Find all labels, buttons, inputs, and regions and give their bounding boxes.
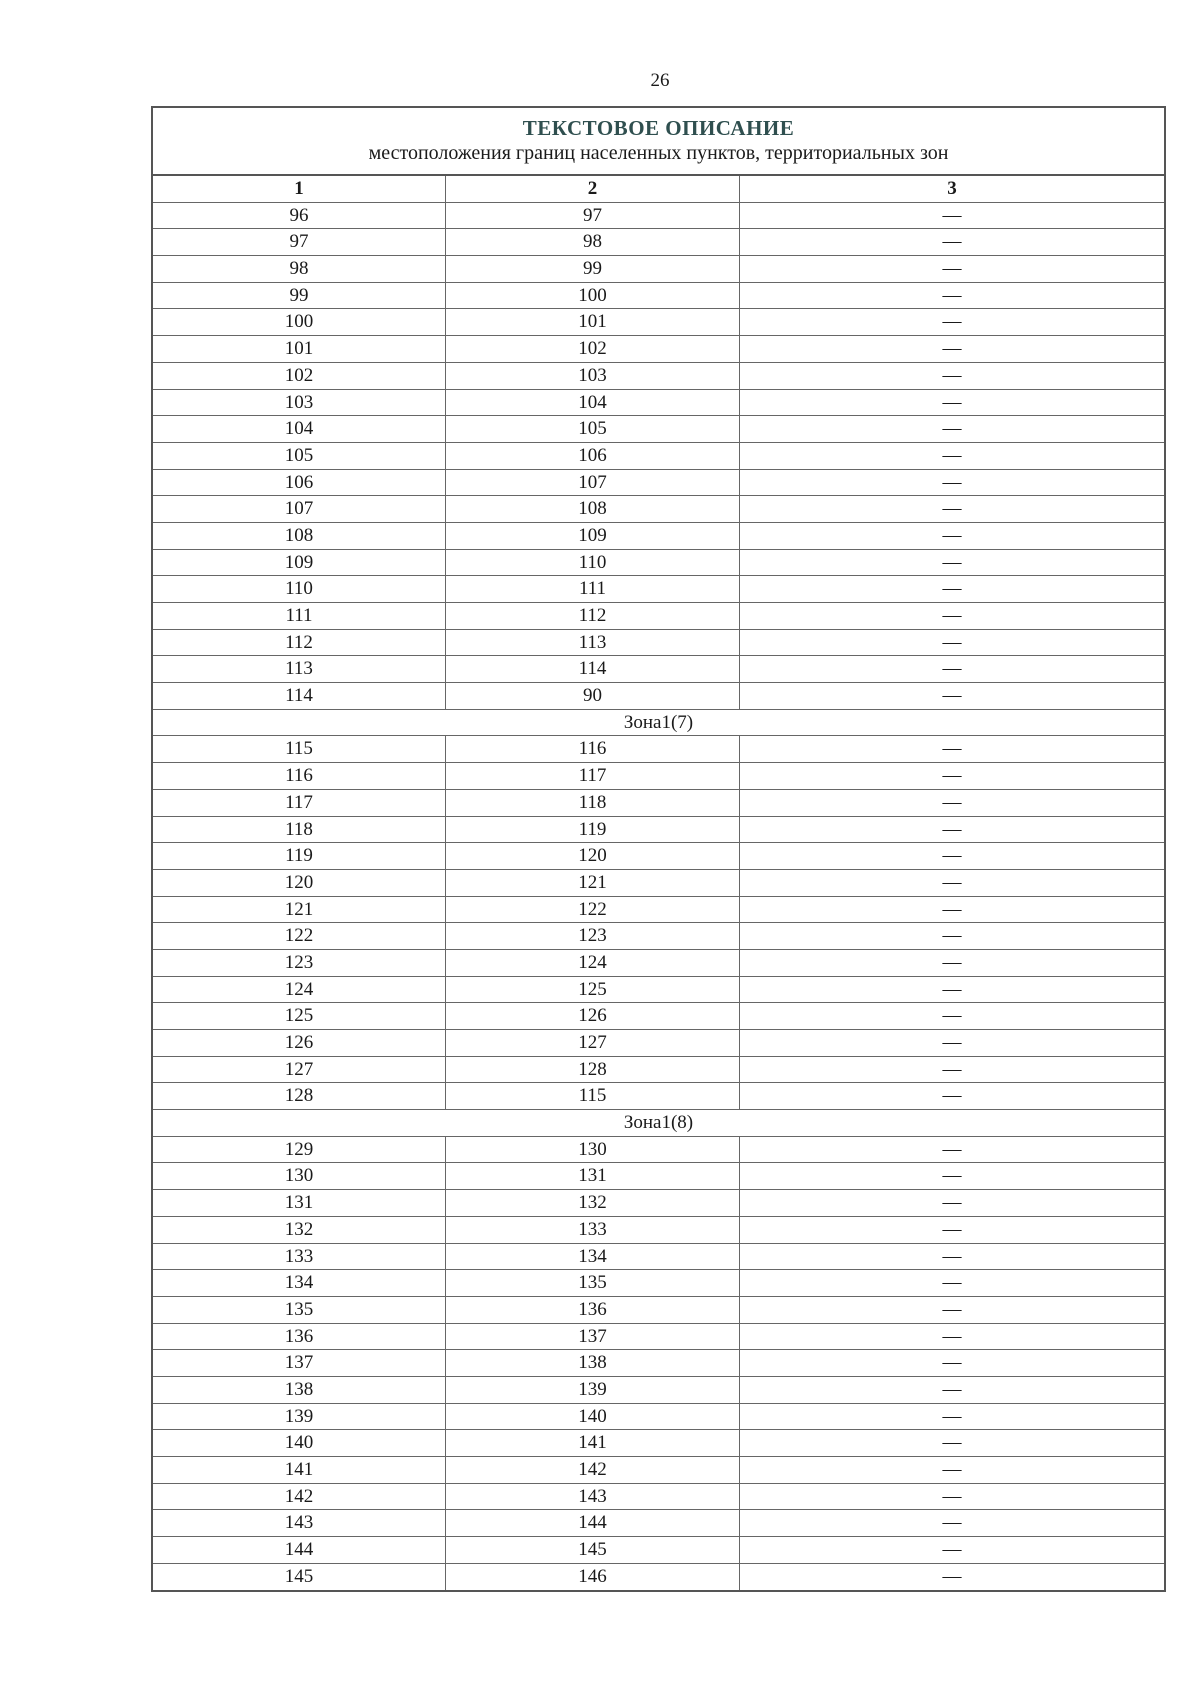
- description-cell: —: [942, 471, 962, 493]
- from-point-cell: 140: [153, 1430, 446, 1456]
- table-body: [153, 203, 1164, 1591]
- description-cell: —: [942, 1298, 962, 1320]
- table-row: [153, 309, 1164, 336]
- description-cell: —: [942, 391, 962, 413]
- table-row: [153, 817, 1164, 844]
- table-row: [153, 1083, 1164, 1110]
- column-header-3: 3: [947, 178, 957, 199]
- from-point-cell: 114: [153, 683, 446, 709]
- from-point-cell: 113: [153, 656, 446, 682]
- from-point-cell: 121: [153, 897, 446, 923]
- table-row: [153, 977, 1164, 1004]
- description-cell: —: [942, 1378, 962, 1400]
- from-point-cell: 104: [153, 416, 446, 442]
- table-row: [153, 523, 1164, 550]
- from-point-cell: 130: [153, 1163, 446, 1189]
- to-point-cell: 144: [446, 1510, 740, 1536]
- to-point-cell: 138: [446, 1350, 740, 1376]
- from-point-cell: 98: [153, 256, 446, 282]
- to-point-cell: 99: [446, 256, 740, 282]
- table-row: [153, 763, 1164, 790]
- from-point-cell: 143: [153, 1510, 446, 1536]
- table-row: [153, 1270, 1164, 1297]
- from-point-cell: 123: [153, 950, 446, 976]
- to-point-cell: 101: [446, 309, 740, 335]
- to-point-cell: 125: [446, 977, 740, 1003]
- table-row: [153, 496, 1164, 523]
- description-cell: —: [942, 204, 962, 226]
- table-row: [153, 790, 1164, 817]
- table-row: [153, 470, 1164, 497]
- table-row: [153, 1324, 1164, 1351]
- description-cell: —: [942, 658, 962, 680]
- description-cell: —: [942, 1459, 962, 1480]
- description-cell: —: [942, 845, 962, 867]
- description-cell: —: [942, 284, 962, 306]
- from-point-cell: 133: [153, 1244, 446, 1270]
- table-row: [153, 1564, 1164, 1591]
- to-point-cell: 127: [446, 1030, 740, 1056]
- to-point-cell: 139: [446, 1377, 740, 1403]
- table-row: [153, 550, 1164, 577]
- table-row: [153, 1297, 1164, 1324]
- description-cell: —: [942, 605, 962, 626]
- description-cell: —: [942, 1165, 962, 1187]
- description-cell: —: [942, 1085, 962, 1107]
- table-row: [153, 1484, 1164, 1511]
- zone-header-row: [153, 710, 1164, 737]
- from-point-cell: 109: [153, 550, 446, 576]
- description-cell: —: [942, 311, 962, 333]
- table-row: [153, 443, 1164, 470]
- to-point-cell: 130: [446, 1137, 740, 1163]
- zone-label: Зона1(8): [623, 1112, 694, 1134]
- description-cell: —: [942, 1272, 962, 1294]
- to-point-cell: 146: [446, 1564, 740, 1591]
- table-row: [153, 1430, 1164, 1457]
- table-row: [153, 283, 1164, 310]
- description-cell: —: [942, 1539, 962, 1561]
- table-row: [153, 950, 1164, 977]
- to-point-cell: 90: [446, 683, 740, 709]
- from-point-cell: 119: [153, 843, 446, 869]
- from-point-cell: 124: [153, 977, 446, 1003]
- to-point-cell: 113: [446, 630, 740, 656]
- to-point-cell: 121: [446, 870, 740, 896]
- to-point-cell: 143: [446, 1484, 740, 1510]
- to-point-cell: 97: [446, 203, 740, 229]
- description-cell: —: [942, 1325, 962, 1347]
- from-point-cell: 145: [153, 1564, 446, 1591]
- to-point-cell: 120: [446, 843, 740, 869]
- description-cell: —: [942, 1432, 962, 1454]
- table-row: [153, 1244, 1164, 1271]
- from-point-cell: 142: [153, 1484, 446, 1510]
- description-cell: —: [942, 1405, 962, 1427]
- table-row: [153, 256, 1164, 283]
- table-title: ТЕКСТОВОЕ ОПИСАНИЕ: [522, 116, 795, 140]
- from-point-cell: 136: [153, 1324, 446, 1350]
- from-point-cell: 100: [153, 309, 446, 335]
- from-point-cell: 117: [153, 790, 446, 816]
- to-point-cell: 133: [446, 1217, 740, 1243]
- to-point-cell: 128: [446, 1057, 740, 1083]
- to-point-cell: 117: [446, 763, 740, 789]
- to-point-cell: 115: [446, 1083, 740, 1109]
- to-point-cell: 108: [446, 496, 740, 522]
- table-subtitle: местоположения границ населенных пунктов, территориальных зон: [368, 142, 949, 164]
- table-row: [153, 843, 1164, 870]
- from-point-cell: 137: [153, 1350, 446, 1376]
- to-point-cell: 114: [446, 656, 740, 682]
- from-point-cell: 96: [153, 203, 446, 229]
- column-header-2: 2: [446, 176, 740, 202]
- to-point-cell: 105: [446, 416, 740, 442]
- description-cell: —: [942, 1005, 962, 1027]
- from-point-cell: 115: [153, 736, 446, 762]
- description-cell: —: [942, 871, 962, 893]
- to-point-cell: 118: [446, 790, 740, 816]
- table-row: [153, 656, 1164, 683]
- table-row: [153, 1137, 1164, 1164]
- column-header-1: 1: [153, 176, 446, 202]
- table-row: [153, 603, 1164, 630]
- to-point-cell: 110: [446, 550, 740, 576]
- description-cell: —: [942, 551, 962, 573]
- from-point-cell: 135: [153, 1297, 446, 1323]
- to-point-cell: 140: [446, 1404, 740, 1430]
- table-row: [153, 1510, 1164, 1537]
- description-cell: —: [942, 1485, 962, 1507]
- to-point-cell: 135: [446, 1270, 740, 1296]
- table-row: [153, 870, 1164, 897]
- table-row: [153, 1003, 1164, 1030]
- description-cell: —: [942, 631, 962, 653]
- to-point-cell: 116: [446, 736, 740, 762]
- description-cell: —: [942, 1058, 962, 1080]
- to-point-cell: 134: [446, 1244, 740, 1270]
- table-row: [153, 1030, 1164, 1057]
- description-cell: —: [942, 925, 962, 947]
- zone-header-row: [153, 1110, 1164, 1137]
- to-point-cell: 100: [446, 283, 740, 309]
- to-point-cell: 124: [446, 950, 740, 976]
- description-cell: —: [942, 898, 962, 920]
- table-row: [153, 1537, 1164, 1564]
- description-cell: —: [942, 1512, 962, 1534]
- table-row: [153, 1350, 1164, 1377]
- description-cell: —: [942, 1192, 962, 1214]
- description-cell: —: [942, 338, 962, 360]
- to-point-cell: 119: [446, 817, 740, 843]
- to-point-cell: 98: [446, 229, 740, 255]
- description-cell: —: [942, 1218, 962, 1240]
- description-cell: —: [942, 1352, 962, 1374]
- from-point-cell: 111: [153, 603, 446, 629]
- from-point-cell: 134: [153, 1270, 446, 1296]
- table-row: [153, 336, 1164, 363]
- description-cell: —: [942, 444, 962, 466]
- from-point-cell: 127: [153, 1057, 446, 1083]
- to-point-cell: 112: [446, 603, 740, 629]
- from-point-cell: 125: [153, 1003, 446, 1029]
- description-cell: —: [942, 1565, 962, 1587]
- table-row: [153, 229, 1164, 256]
- from-point-cell: 112: [153, 630, 446, 656]
- description-cell: —: [942, 231, 962, 253]
- table-title-block: [153, 108, 1164, 176]
- table-row: [153, 390, 1164, 417]
- to-point-cell: 111: [446, 576, 740, 602]
- to-point-cell: 107: [446, 470, 740, 496]
- from-point-cell: 116: [153, 763, 446, 789]
- description-cell: —: [942, 951, 962, 973]
- to-point-cell: 131: [446, 1163, 740, 1189]
- from-point-cell: 120: [153, 870, 446, 896]
- description-cell: —: [942, 578, 962, 600]
- table-row: [153, 1404, 1164, 1431]
- table-row: [153, 1057, 1164, 1084]
- from-point-cell: 126: [153, 1030, 446, 1056]
- description-cell: —: [942, 364, 962, 386]
- to-point-cell: 136: [446, 1297, 740, 1323]
- table-row: [153, 576, 1164, 603]
- from-point-cell: 105: [153, 443, 446, 469]
- description-cell: —: [942, 418, 962, 440]
- table-row: [153, 683, 1164, 710]
- from-point-cell: 103: [153, 390, 446, 416]
- from-point-cell: 118: [153, 817, 446, 843]
- table-row: [153, 1377, 1164, 1404]
- from-point-cell: 102: [153, 363, 446, 389]
- table-row: [153, 1217, 1164, 1244]
- description-cell: —: [942, 258, 962, 280]
- from-point-cell: 129: [153, 1137, 446, 1163]
- to-point-cell: 104: [446, 390, 740, 416]
- table-row: [153, 363, 1164, 390]
- page-number: 26: [650, 70, 670, 91]
- description-cell: —: [942, 1245, 962, 1267]
- description-cell: —: [942, 498, 962, 520]
- from-point-cell: 99: [153, 283, 446, 309]
- to-point-cell: 137: [446, 1324, 740, 1350]
- table-row: [153, 416, 1164, 443]
- table-row: [153, 1190, 1164, 1217]
- from-point-cell: 122: [153, 923, 446, 949]
- to-point-cell: 103: [446, 363, 740, 389]
- from-point-cell: 108: [153, 523, 446, 549]
- from-point-cell: 101: [153, 336, 446, 362]
- from-point-cell: 131: [153, 1190, 446, 1216]
- to-point-cell: 122: [446, 897, 740, 923]
- description-cell: —: [942, 1032, 962, 1053]
- description-cell: —: [942, 765, 962, 787]
- to-point-cell: 123: [446, 923, 740, 949]
- zone-label: Зона1(7): [623, 711, 694, 733]
- from-point-cell: 139: [153, 1404, 446, 1430]
- to-point-cell: 132: [446, 1190, 740, 1216]
- from-point-cell: 110: [153, 576, 446, 602]
- from-point-cell: 128: [153, 1083, 446, 1109]
- table-row: [153, 897, 1164, 924]
- table-row: [153, 1457, 1164, 1484]
- to-point-cell: 106: [446, 443, 740, 469]
- column-header-row: [153, 176, 1164, 203]
- from-point-cell: 144: [153, 1537, 446, 1563]
- table-row: [153, 736, 1164, 763]
- from-point-cell: 97: [153, 229, 446, 255]
- to-point-cell: 109: [446, 523, 740, 549]
- from-point-cell: 132: [153, 1217, 446, 1243]
- table-row: [153, 203, 1164, 230]
- from-point-cell: 141: [153, 1457, 446, 1483]
- from-point-cell: 107: [153, 496, 446, 522]
- description-cell: —: [942, 1138, 962, 1160]
- description-cell: —: [942, 685, 962, 707]
- to-point-cell: 126: [446, 1003, 740, 1029]
- description-cell: —: [942, 791, 962, 813]
- to-point-cell: 102: [446, 336, 740, 362]
- to-point-cell: 145: [446, 1537, 740, 1563]
- table-row: [153, 923, 1164, 950]
- description-cell: —: [942, 818, 962, 840]
- description-cell: —: [942, 524, 962, 546]
- from-point-cell: 106: [153, 470, 446, 496]
- to-point-cell: 141: [446, 1430, 740, 1456]
- from-point-cell: 138: [153, 1377, 446, 1403]
- description-cell: —: [942, 738, 962, 760]
- to-point-cell: 142: [446, 1457, 740, 1483]
- table-row: [153, 630, 1164, 657]
- boundary-description-table: [151, 106, 1166, 1592]
- description-cell: —: [942, 978, 962, 1000]
- table-row: [153, 1163, 1164, 1190]
